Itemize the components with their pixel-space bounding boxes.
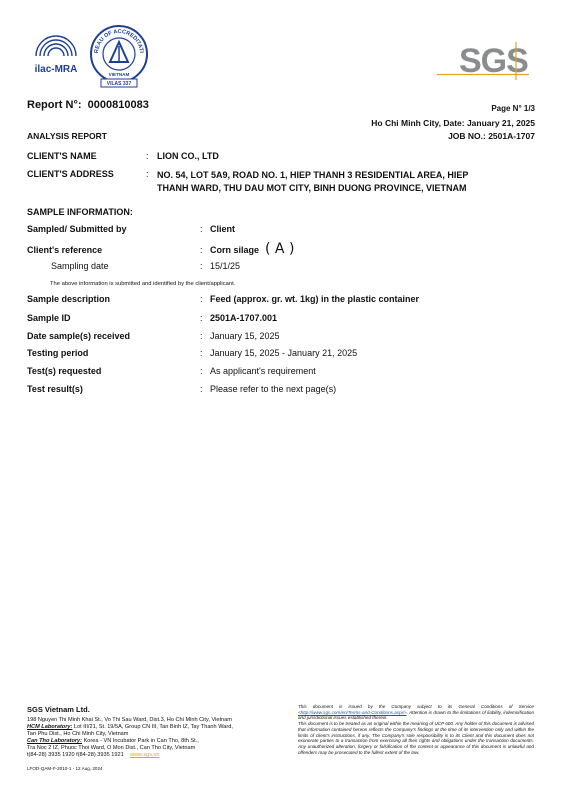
job-number: JOB NO.: 2501A-1707 xyxy=(448,131,535,141)
svg-text:ilac-MRA: ilac-MRA xyxy=(34,64,78,75)
client-provided-note: The above information is submitted and identified by the client/applicant. xyxy=(50,281,236,287)
submitted-by-row xyxy=(27,224,536,238)
report-number: Report N°: 0000810083 xyxy=(27,99,149,111)
colon: : xyxy=(200,331,203,341)
colon: : xyxy=(200,224,203,234)
website-link[interactable]: www.sgs.vn xyxy=(129,752,160,758)
sample-description-label: Sample description xyxy=(27,294,111,304)
sample-description-row xyxy=(27,294,536,308)
testing-period-value: January 15, 2025 - January 21, 2025 xyxy=(210,348,358,358)
colon: : xyxy=(200,348,203,358)
footer-can-tho-lab-line2: Tra Noc 2 IZ, Phuoc Thoi Ward, O Mon Dist., Can Tho City, Vietnam xyxy=(27,745,196,751)
svg-text:VIETNAM: VIETNAM xyxy=(108,72,130,77)
form-code: LFOD-QAM-F-2010-1 - 12 Aug, 2024 xyxy=(27,766,103,771)
colon: : xyxy=(200,245,203,255)
colon: : xyxy=(200,313,203,323)
test-results-label: Test result(s) xyxy=(27,384,83,394)
ilac-mra-logo xyxy=(30,28,82,84)
footer-hcm-lab: HCM Laboratory: Lot III/21, St. 19/5A, Group CN III, Tan Binh IZ, Tay Thanh Ward, xyxy=(27,724,233,730)
submitted-by-value: Client xyxy=(210,224,236,234)
client-reference-value: Corn silage xyxy=(210,245,260,255)
date-received-value: January 15, 2025 xyxy=(210,331,280,341)
client-address-row xyxy=(27,169,536,197)
client-address-value: NO. 54, LOT 5A9, ROAD NO. 1, HIEP THANH 3 RESIDENTIAL AREA, HIEP THANH WARD, THU DAU MOT CITY, BINH DUONG PROVINCE, VIETNAM xyxy=(157,170,469,193)
date-received-row xyxy=(27,331,536,345)
sample-id-label: Sample ID xyxy=(27,313,71,323)
client-reference-row xyxy=(27,241,536,259)
submitted-by-label: Sampled/ Submitted by xyxy=(27,224,127,234)
sgs-logo xyxy=(437,36,529,80)
sample-id-row xyxy=(27,313,536,327)
client-name-row xyxy=(27,151,536,165)
sample-id-value: 2501A-1707.001 xyxy=(210,313,278,323)
colon: : xyxy=(200,366,203,376)
date-received-label: Date sample(s) received xyxy=(27,331,131,341)
testing-period-row xyxy=(27,348,536,362)
colon: : xyxy=(200,261,203,271)
svg-text:VILAS 337: VILAS 337 xyxy=(106,81,132,87)
sampling-date-label: Sampling date xyxy=(51,261,109,271)
tests-requested-row xyxy=(27,366,536,380)
client-reference-handwritten: ( A ) xyxy=(265,241,295,257)
sample-description-value: Feed (approx. gr. wt. 1kg) in the plastic container xyxy=(210,294,420,304)
client-name-value: LION CO., LTD xyxy=(157,151,219,161)
footer-hcm-lab-line2: Tan Phu Dist., Ho Chi Minh City, Vietnam xyxy=(27,731,129,737)
tests-requested-label: Test(s) requested xyxy=(27,366,102,376)
footer-contact: t(84-28) 3935 1920 f(84-28) 3935 1921 www.sgs.vn xyxy=(27,752,160,758)
footer-address: 198 Nguyen Thi Minh Khai St., Vo Thi Sau Ward, Dist.3, Ho Chi Minh City, Vietnam xyxy=(27,717,232,723)
page-number: Page N° 1/3 xyxy=(491,104,535,113)
terms-link[interactable]: <http://www.sgs.com/en/Terms-and-Conditions.aspx> xyxy=(298,709,407,715)
footer-disclaimer: This document is issued by the Company subject to its General Conditions of Service <http://www.sgs.com/en/Terms-and-Conditions.aspx>. Attention is drawn to the limitations of liability, indemnification and jurisdictional issues established therein. This document is to be treated as an original within the meaning of UCP 600. Any holder of this document is advised that information contained hereon reflects the Company's findings at the time of its intervention only and within the limits of client's instructions, if any. The Company's sole responsibility is to its Client and this document does not exonerate parties to a transaction from exercising all their rights and obligations under the transaction documents. Any unauthorized alteration, forgery or falsification of the content or appearance of this document is unlawful and offenders may be prosecuted to the fullest extent of the law. xyxy=(298,704,534,755)
sampling-date-row xyxy=(27,261,536,275)
sample-information-heading: SAMPLE INFORMATION: xyxy=(27,207,133,217)
footer-company-name: SGS Vietnam Ltd. xyxy=(27,705,90,714)
city-date: Ho Chi Minh City, Date: January 21, 2025 xyxy=(371,118,535,128)
client-name-label: CLIENT'S NAME xyxy=(27,151,97,161)
analysis-report-heading: ANALYSIS REPORT xyxy=(27,131,107,141)
client-address-label: CLIENT'S ADDRESS xyxy=(27,169,114,179)
footer-company-info xyxy=(27,705,267,772)
test-results-value: Please refer to the next page(s) xyxy=(210,384,337,394)
tests-requested-value: As applicant's requirement xyxy=(210,366,316,376)
footer-can-tho-lab: Can Tho Laboratory: Korea - VN Incubator Park in Can Tho, 8th St., xyxy=(27,738,199,744)
svg-text:SGS: SGS xyxy=(459,42,528,80)
svg-text:BUREAU OF ACCREDITATION: REAU OF ACCREDITATI xyxy=(93,28,144,54)
sampling-date-value: 15/1/25 xyxy=(210,261,241,271)
colon: : xyxy=(200,384,203,394)
colon: : xyxy=(146,151,149,161)
test-results-row xyxy=(27,384,536,398)
client-reference-label: Client's reference xyxy=(27,245,103,255)
colon: : xyxy=(200,294,203,304)
testing-period-label: Testing period xyxy=(27,348,89,358)
colon: : xyxy=(146,169,149,179)
bureau-of-accreditation-logo xyxy=(88,24,150,88)
